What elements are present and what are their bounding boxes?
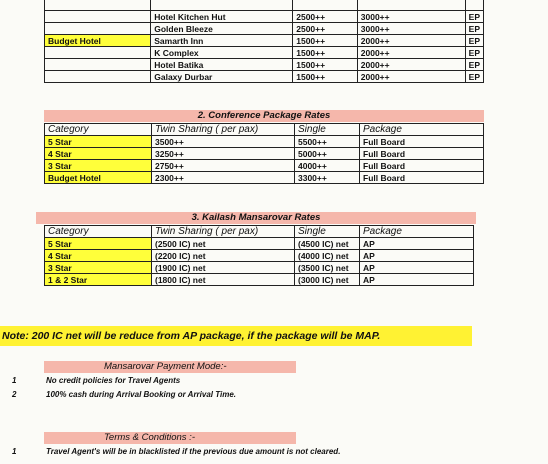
table-header-row [45,124,484,136]
table-row [45,11,484,23]
hotel-rates-body [45,11,484,83]
category-cell [45,59,151,71]
single-rate-cell: (4000 IC) net [295,250,360,262]
hotel-name-cell: Samarth Inn [151,35,293,47]
table-row [45,160,484,172]
package-cell: Full Board [360,172,484,184]
hotel-name-cell: Galaxy Durbar [151,71,293,83]
terms-title: Terms & Conditions :- [44,432,296,444]
item-text: No credit policies for Travel Agents [46,376,181,385]
package-cell: AP [360,262,474,274]
package-cell: AP [360,274,474,286]
table-row [45,136,484,148]
category-cell: 3 Star [45,262,152,274]
hotel-name-cell: K Complex [151,47,293,59]
category-cell [45,23,151,35]
twin-rate-cell: 2500++ [293,23,358,35]
single-rate-cell: 2000++ [357,71,465,83]
category-cell [45,71,151,83]
table-row [45,47,484,59]
twin-rate-cell: 2500++ [293,11,358,23]
package-cell: EP [465,47,483,59]
mansarovar-rates-table [44,225,474,286]
twin-rate-cell: (1800 IC) net [152,274,295,286]
mansarovar-rates-body [45,238,474,286]
table-row [45,0,484,11]
header-package: Package [360,124,484,136]
hotel-rates-table [44,0,484,83]
header-category: Category [45,124,152,136]
table-row [45,71,484,83]
single-rate-cell: 5000++ [295,148,360,160]
header-single: Single [295,124,360,136]
category-cell: 5 Star [45,238,152,250]
header-twin: Twin Sharing ( per pax) [152,226,295,238]
conference-rates-table [44,123,484,184]
map-deduction-note: Note: 200 IC net will be reduce from AP package, if the package will be MAP. [0,326,472,346]
header-category: Category [45,226,152,238]
mansarovar-rates-title: 3. Kailash Mansarovar Rates [36,212,476,224]
single-rate-cell: 3000++ [357,11,465,23]
header-twin: Twin Sharing ( per pax) [152,124,295,136]
item-text: 100% cash during Arrival Booking or Arrival Time. [46,390,236,399]
conference-rates-body [45,136,484,184]
item-number: 2 [12,390,17,399]
table-row [45,250,474,262]
twin-rate-cell: (2200 IC) net [152,250,295,262]
item-number: 1 [12,447,17,456]
single-rate-cell: (3000 IC) net [295,274,360,286]
category-cell [45,47,151,59]
twin-rate-cell: 1500++ [293,47,358,59]
single-rate-cell: (4500 IC) net [295,238,360,250]
category-cell: 4 Star [45,148,152,160]
single-rate-cell: 3300++ [295,172,360,184]
package-cell: EP [465,59,483,71]
header-single: Single [295,226,360,238]
package-cell: Full Board [360,148,484,160]
single-rate-cell: 3000++ [357,23,465,35]
table-row [45,274,474,286]
package-cell: Full Board [360,136,484,148]
category-cell: 3 Star [45,160,152,172]
twin-rate-cell: 3500++ [152,136,295,148]
twin-rate-cell: 1500++ [293,59,358,71]
table-row [45,23,484,35]
twin-rate-cell: 1500++ [293,35,358,47]
table-header-row [45,226,474,238]
package-cell: EP [465,11,483,23]
package-cell: AP [360,238,474,250]
table-row [45,238,474,250]
single-rate-cell: (3500 IC) net [295,262,360,274]
category-cell: 5 Star [45,136,152,148]
table-row [45,262,474,274]
table-row [45,59,484,71]
hotel-name-cell: Golden Bleeze [151,23,293,35]
table-row [45,172,484,184]
hotel-name-cell: Hotel Batika [151,59,293,71]
payment-mode-title: Mansarovar Payment Mode:- [44,361,296,373]
hotel-name-cell: Hotel Kitchen Hut [151,11,293,23]
twin-rate-cell: (2500 IC) net [152,238,295,250]
single-rate-cell: 4000++ [295,160,360,172]
item-text: Travel Agent's will be in blacklisted if the previous due amount is not cleared. [46,447,341,456]
package-cell: Full Board [360,160,484,172]
header-package: Package [360,226,474,238]
package-cell: EP [465,35,483,47]
twin-rate-cell: 2750++ [152,160,295,172]
twin-rate-cell: 3250++ [152,148,295,160]
twin-rate-cell: (1900 IC) net [152,262,295,274]
table-row [45,148,484,160]
category-cell: Budget Hotel [45,35,151,47]
category-cell: Budget Hotel [45,172,152,184]
single-rate-cell: 2000++ [357,59,465,71]
single-rate-cell: 2000++ [357,35,465,47]
package-cell: AP [360,250,474,262]
conference-rates-title: 2. Conference Package Rates [44,110,484,122]
single-rate-cell: 5500++ [295,136,360,148]
twin-rate-cell: 1500++ [293,71,358,83]
package-cell: EP [465,71,483,83]
category-cell: 4 Star [45,250,152,262]
twin-rate-cell: 2300++ [152,172,295,184]
single-rate-cell: 2000++ [357,47,465,59]
table-row [45,35,484,47]
category-cell [45,11,151,23]
item-number: 1 [12,376,17,385]
package-cell: EP [465,23,483,35]
category-cell: 1 & 2 Star [45,274,152,286]
